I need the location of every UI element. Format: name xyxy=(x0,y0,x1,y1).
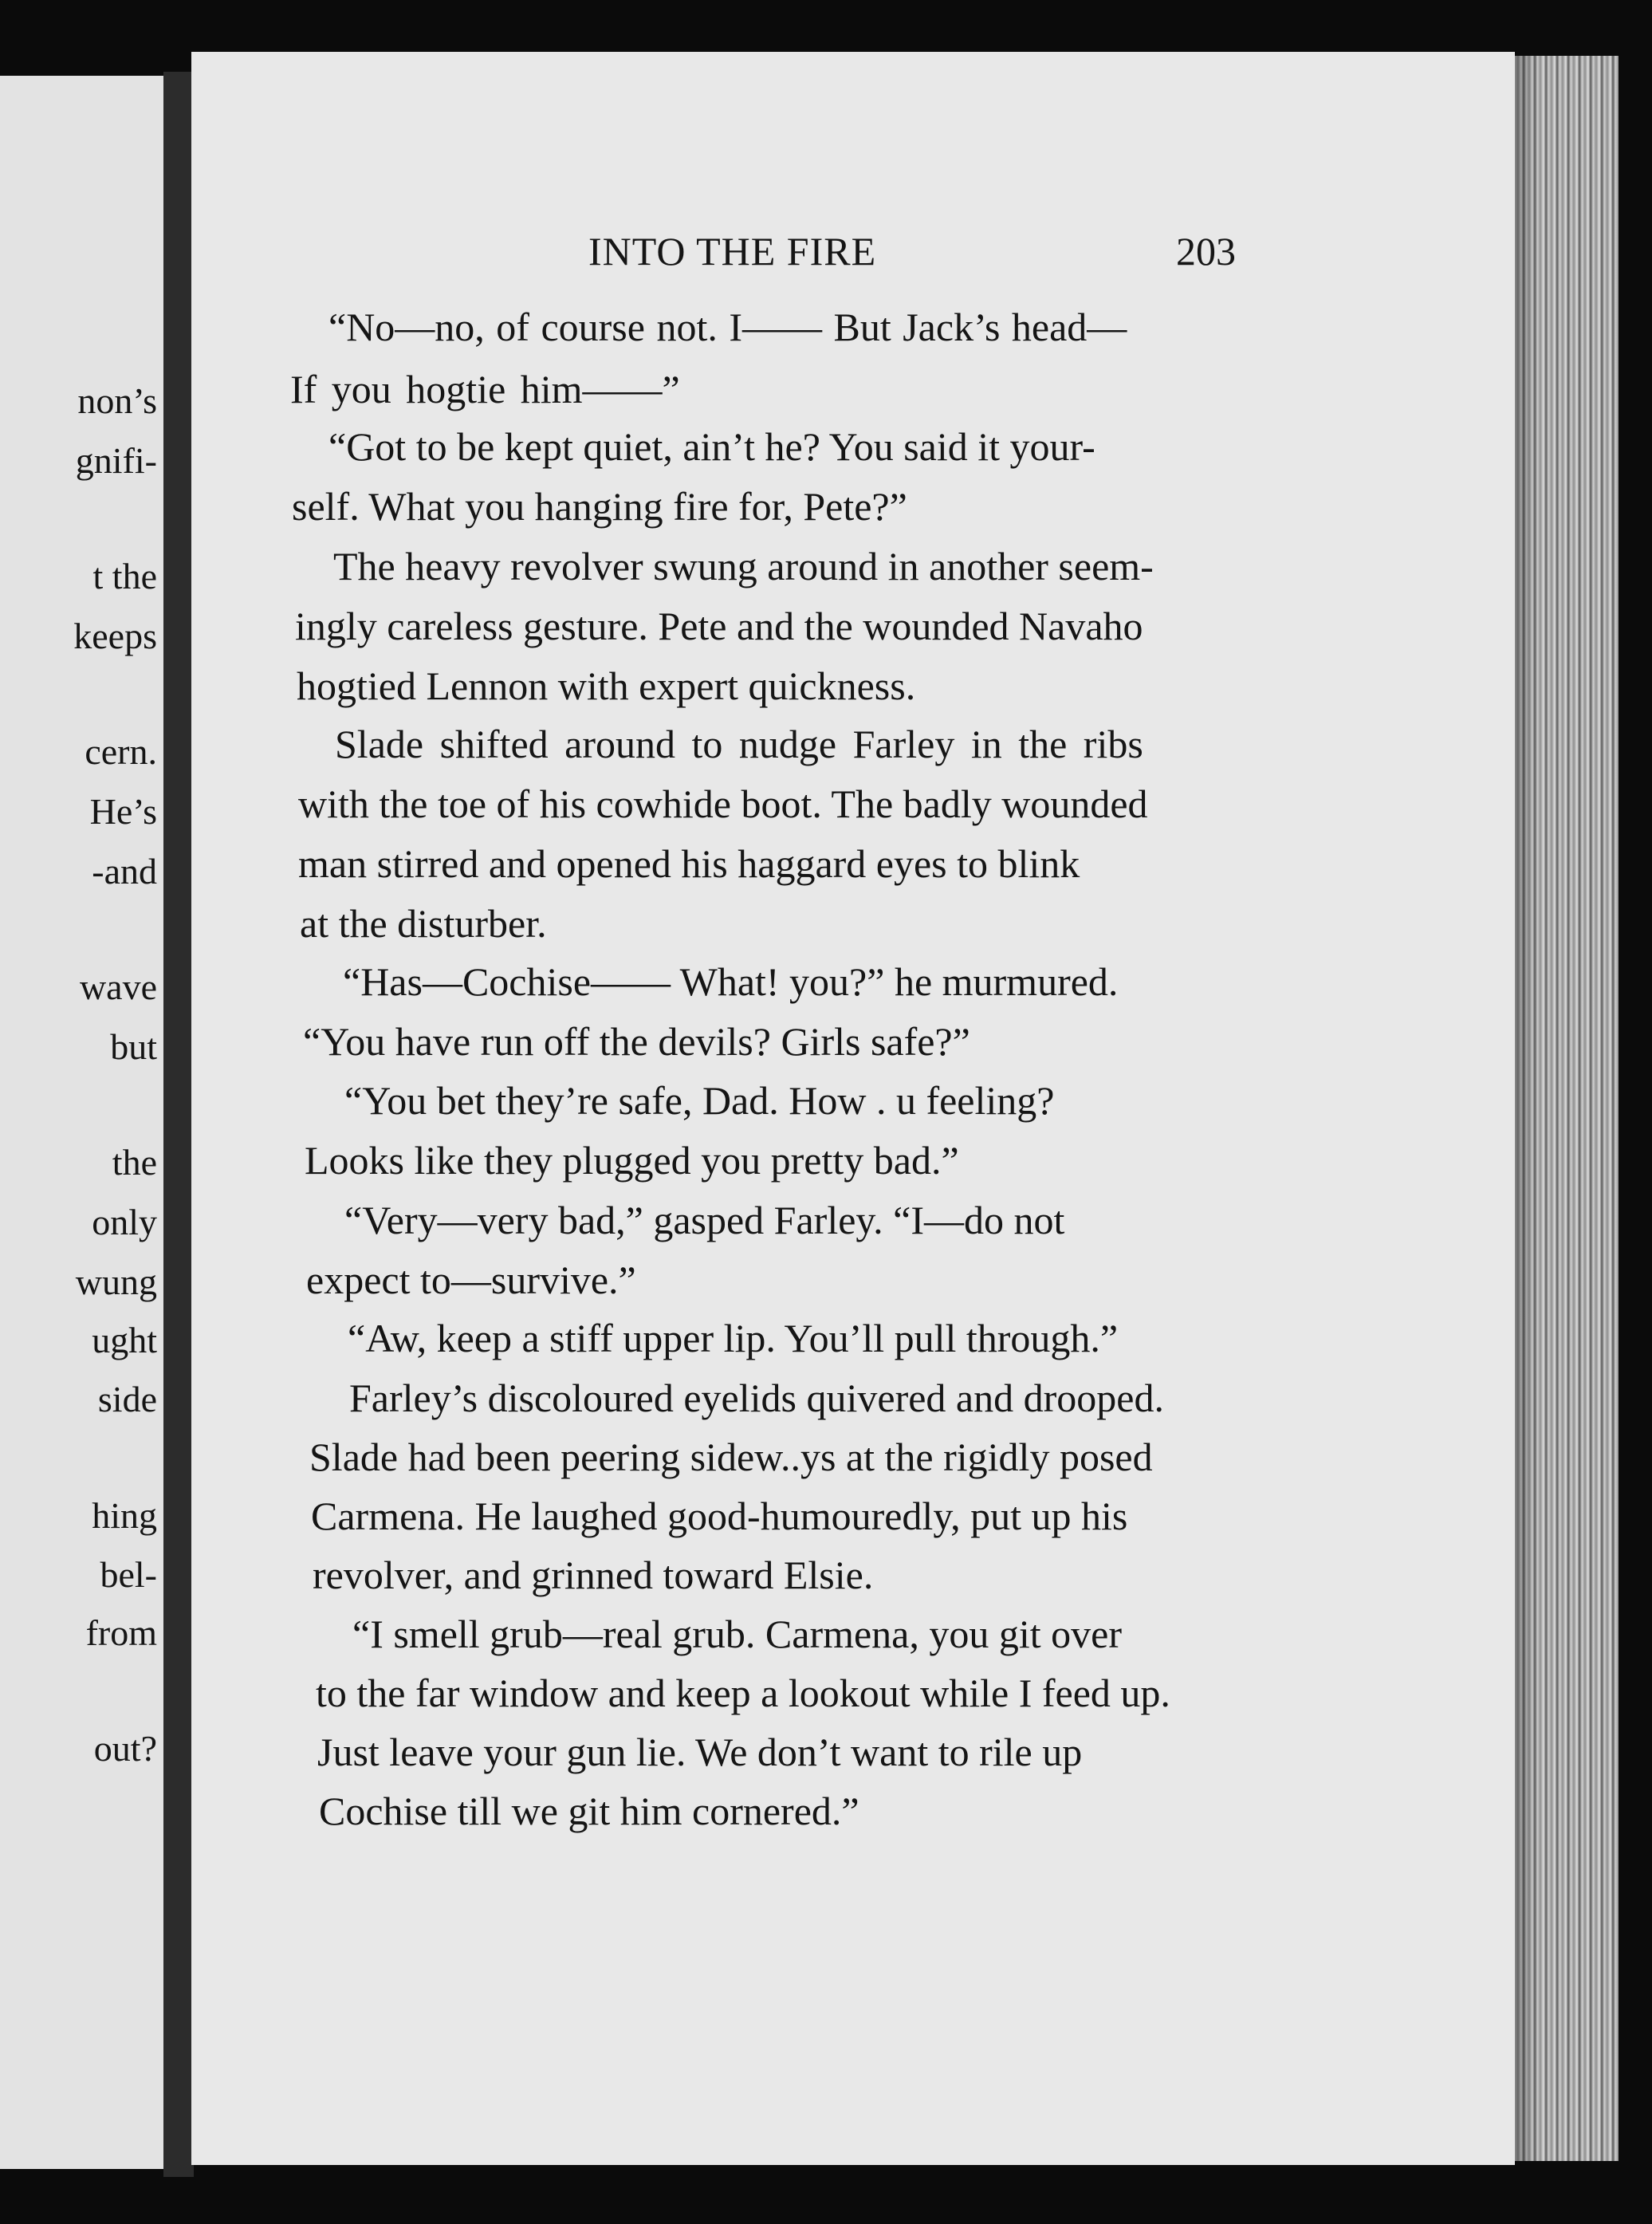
text-line: expect to—survive.” xyxy=(306,1258,636,1302)
text-line: If you hogtie him——” xyxy=(290,367,680,411)
left-page-line: only xyxy=(92,1202,157,1242)
text-line: to the far window and keep a lookout while I feed up. xyxy=(316,1671,1170,1715)
left-page-line: ught xyxy=(92,1320,157,1360)
left-page-line: He’s xyxy=(89,791,157,832)
left-page-line: the xyxy=(112,1142,157,1183)
running-head: INTO THE FIRE xyxy=(588,229,877,274)
left-page-line: -and xyxy=(92,851,157,892)
text-line: “You bet they’re safe, Dad. How . u feeling? xyxy=(344,1078,1055,1123)
page-number: 203 xyxy=(1176,229,1236,274)
left-page-line: hing xyxy=(92,1495,157,1536)
text-line: “I smell grub—real grub. Carmena, you git over xyxy=(352,1612,1122,1656)
text-line: The heavy revolver swung around in another seem- xyxy=(333,544,1154,588)
left-page-line: from xyxy=(85,1612,157,1653)
left-page-line: gnifi- xyxy=(75,440,157,481)
text-line: “Got to be kept quiet, ain’t he? You said it your- xyxy=(328,424,1095,469)
left-page-line: wave xyxy=(79,966,157,1007)
text-line: Slade had been peering sidew..ys at the rigidly posed xyxy=(309,1435,1153,1479)
left-page xyxy=(0,76,163,2169)
text-line: “Aw, keep a stiff upper lip. You’ll pull through.” xyxy=(348,1316,1119,1360)
left-page-line: non’s xyxy=(77,380,157,421)
book-gutter xyxy=(163,72,194,2177)
left-page-line: out? xyxy=(93,1728,157,1769)
left-page-line: wung xyxy=(75,1262,157,1302)
text-line: “Very—very bad,” gasped Farley. “I—do not xyxy=(344,1198,1065,1242)
text-line: Just leave your gun lie. We don’t want to rile up xyxy=(317,1730,1083,1774)
text-line: self. What you hanging fire for, Pete?” xyxy=(292,484,907,529)
text-line: Carmena. He laughed good-humouredly, put up his xyxy=(311,1494,1128,1538)
left-page-line: bel- xyxy=(100,1554,157,1595)
left-page-line: t the xyxy=(92,556,157,596)
text-line: man stirred and opened his haggard eyes to blink xyxy=(298,841,1080,886)
text-line: “Has—Cochise—— What! you?” he murmured. xyxy=(343,959,1119,1004)
text-line: Looks like they plugged you pretty bad.” xyxy=(305,1138,959,1183)
left-page-line: cern. xyxy=(85,731,157,772)
text-line: with the toe of his cowhide boot. The badly wounded xyxy=(298,781,1148,826)
text-line: at the disturber. xyxy=(300,901,547,946)
text-line: “No—no, of course not. I—— But Jack’s head— xyxy=(328,305,1127,349)
text-line: Cochise till we git him cornered.” xyxy=(319,1789,859,1833)
text-line: Slade shifted around to nudge Farley in the ribs xyxy=(335,722,1143,766)
text-line: ingly careless gesture. Pete and the wounded Navaho xyxy=(295,604,1143,648)
text-line: revolver, and grinned toward Elsie. xyxy=(313,1553,874,1597)
page-edge-shadow xyxy=(1515,56,1539,2161)
left-page-line: side xyxy=(97,1379,157,1419)
left-page-line: keeps xyxy=(73,616,157,656)
text-line: hogtied Lennon with expert quickness. xyxy=(297,663,916,708)
text-line: “You have run off the devils? Girls safe?” xyxy=(303,1019,970,1064)
text-line: Farley’s discoloured eyelids quivered and drooped. xyxy=(349,1376,1164,1420)
left-page-line: but xyxy=(110,1026,157,1067)
